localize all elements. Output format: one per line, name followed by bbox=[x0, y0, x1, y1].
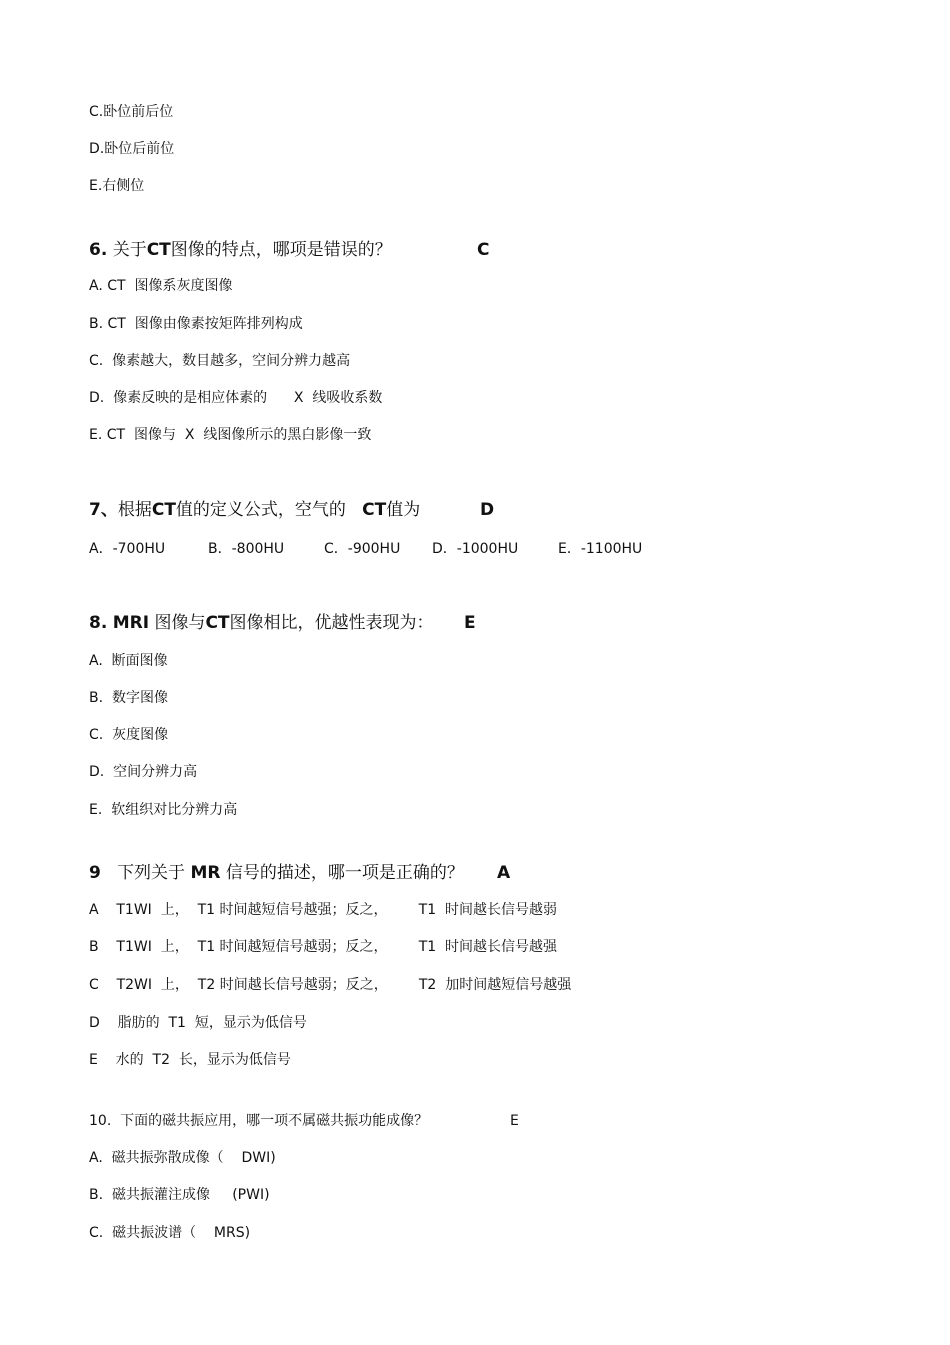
option-7d: D．-1000HU bbox=[432, 541, 519, 557]
option-7c: C．-900HU bbox=[324, 541, 401, 557]
option-8d: D. 空间分辨力高 bbox=[89, 764, 198, 780]
option-7a: A．-700HU bbox=[89, 541, 166, 557]
option-7b: B．-800HU bbox=[208, 541, 285, 557]
answer-10: E bbox=[510, 1113, 519, 1129]
answer-7: D bbox=[480, 500, 495, 520]
question-7: 7、根据CT值的定义公式，空气的 CT值为 bbox=[89, 500, 421, 520]
option-5e: E.右侧位 bbox=[89, 178, 145, 194]
option-8b: B. 数字图像 bbox=[89, 690, 168, 706]
answer-9: A bbox=[497, 863, 511, 883]
option-6c: C. 像素越大，数目越多，空间分辨力越高 bbox=[89, 353, 351, 369]
option-9c: C T2WI 上， T2 时间越长信号越弱；反之， T2 加时间越短信号越强 bbox=[89, 977, 572, 993]
option-10b: B. 磁共振灌注成像 (PWI) bbox=[89, 1187, 270, 1203]
question-8: 8. MRI 图像与CT图像相比，优越性表现为： bbox=[89, 613, 434, 633]
option-9b: B T1WI 上， T1 时间越短信号越弱；反之， T1 时间越长信号越强 bbox=[89, 939, 558, 955]
option-6b: B. CT 图像由像素按矩阵排列构成 bbox=[89, 316, 303, 332]
option-8a: A. 断面图像 bbox=[89, 653, 168, 669]
option-9a: A T1WI 上， T1 时间越短信号越强；反之， T1 时间越长信号越弱 bbox=[89, 902, 558, 918]
option-9e: E 水的 T2 长，显示为低信号 bbox=[89, 1052, 291, 1068]
option-6e: E. CT 图像与 X 线图像所示的黑白影像一致 bbox=[89, 427, 372, 443]
option-7e: E．-1100HU bbox=[558, 541, 643, 557]
question-10: 10. 下面的磁共振应用，哪一项不属磁共振功能成像？ bbox=[89, 1113, 429, 1129]
question-number: 9 bbox=[89, 863, 101, 883]
question-number: 8. bbox=[89, 613, 108, 633]
question-number: 7、 bbox=[89, 500, 118, 520]
option-9d: D 脂肪的 T1 短，显示为低信号 bbox=[89, 1015, 307, 1031]
answer-6: C bbox=[477, 240, 490, 260]
question-9: 9 下列关于 MR 信号的描述，哪一项是正确的？ bbox=[89, 863, 464, 883]
option-6a: A. CT 图像系灰度图像 bbox=[89, 278, 233, 294]
option-5d: D.卧位后前位 bbox=[89, 141, 175, 157]
option-5c: C.卧位前后位 bbox=[89, 104, 174, 120]
option-10a: A. 磁共振弥散成像（ DWI) bbox=[89, 1150, 276, 1166]
question-number: 6. bbox=[89, 240, 108, 260]
answer-8: E bbox=[464, 613, 476, 633]
question-6: 6. 关于CT图像的特点，哪项是错误的？ bbox=[89, 240, 392, 260]
option-8e: E. 软组织对比分辨力高 bbox=[89, 802, 238, 818]
option-8c: C. 灰度图像 bbox=[89, 727, 169, 743]
option-10c: C. 磁共振波谱（ MRS) bbox=[89, 1225, 251, 1241]
option-6d: D. 像素反映的是相应体素的 X 线吸收系数 bbox=[89, 390, 383, 406]
